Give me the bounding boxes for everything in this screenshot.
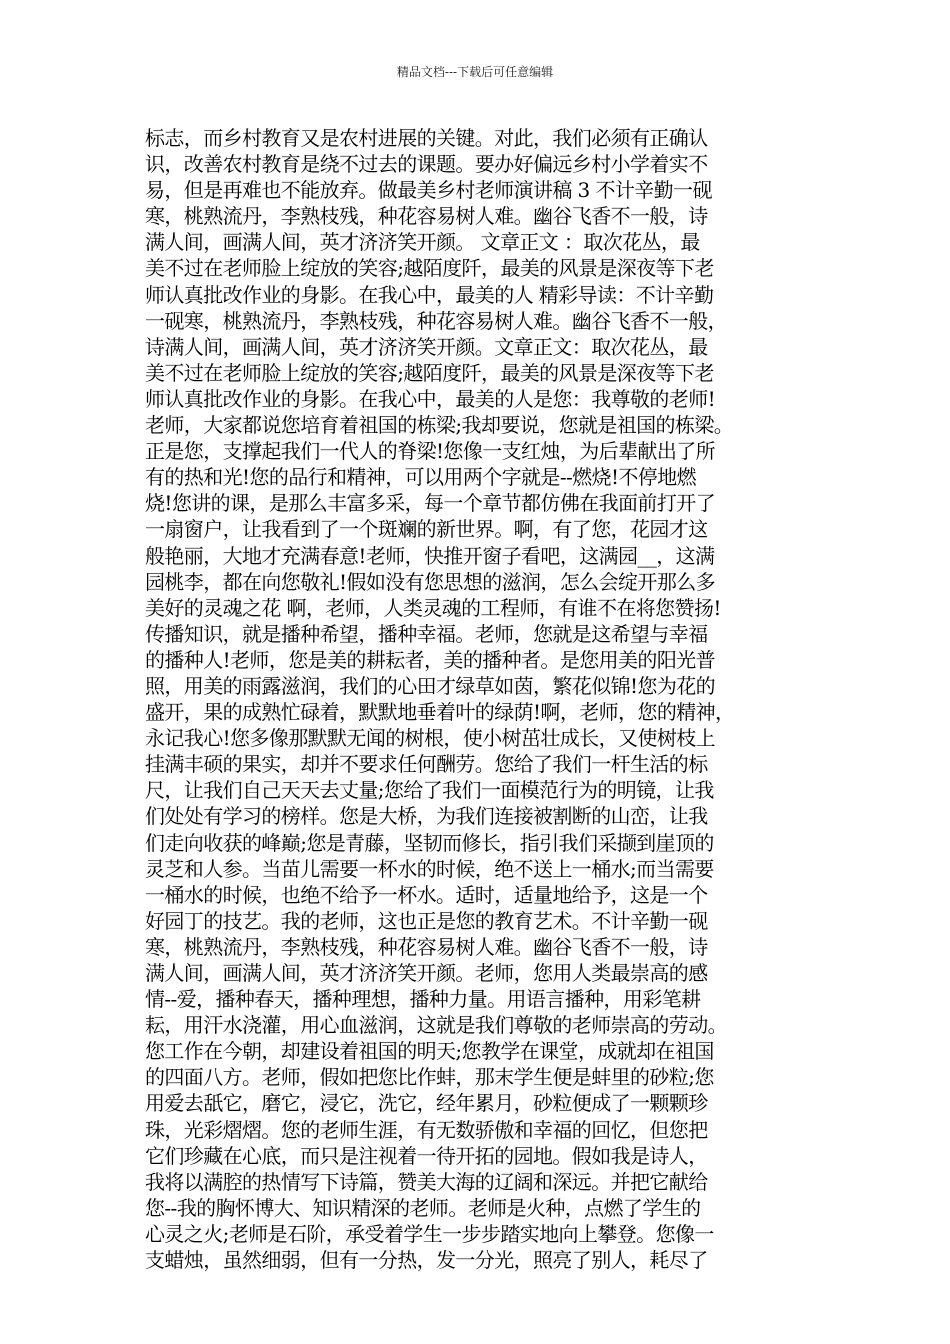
body-line: 们处处有学习的榜样。您是大桥，为我们连接被割断的山峦，让我 — [145, 804, 708, 829]
body-line: 永记我心!您多像那默默无闻的树根，使小树茁壮成长，又使树枝上 — [145, 726, 716, 751]
body-line: 传播知识，就是播种希望，播种幸福。老师，您就是这希望与幸福 — [145, 621, 708, 646]
body-line: 的播种人!老师，您是美的耕耘者，美的播种者。是您用美的阳光普 — [145, 647, 716, 672]
body-line: 心灵之火;老师是石阶，承受着学生一步步踏实地向上攀登。您像一 — [145, 1221, 714, 1246]
body-line: 好园丁的技艺。我的老师，这也正是您的教育艺术。不计辛勤一砚 — [145, 908, 708, 933]
body-line: 满人间，画满人间，英才济济笑开颜。 文章正文 ：取次花丛，最 — [145, 230, 700, 255]
body-line: 满人间，画满人间，英才济济笑开颜。老师，您用人类最崇高的感 — [145, 961, 708, 985]
body-line: 识，改善农村教育是绕不过去的课题。要办好偏远乡村小学着实不 — [145, 152, 708, 177]
body-line: 老师，大家都说您培育着祖国的栋梁;我却要说，您就是祖国的栋梁。 — [145, 413, 734, 438]
body-line: 美好的灵魂之花 啊，老师，人类灵魂的工程师，有谁不在将您赞扬! — [145, 595, 721, 620]
body-line: 支蜡烛，虽然细弱，但有一分热，发一分光，照亮了别人，耗尽了 — [145, 1248, 708, 1273]
body-line: 烧!您讲的课，是那么丰富多采，每一个章节都仿佛在我面前打开了 — [145, 491, 716, 516]
body-line: 有的热和光!您的品行和精神，可以用两个字就是--燃烧!不停地燃 — [145, 465, 696, 490]
body-line: 正是您，支撑起我们一代人的脊梁!您像一支红烛，为后辈献出了所 — [145, 439, 716, 464]
body-line: 照，用美的雨露滋润，我们的心田才绿草如茵，繁花似锦!您为花的 — [145, 673, 716, 698]
body-line: 般艳丽，大地才充满春意!老师，快推开窗子看吧，这满园__，这满 — [145, 543, 715, 568]
body-line: 耘，用汗水浇灌，用心血滋润，这就是我们尊敬的老师崇高的劳动。 — [145, 1013, 727, 1038]
body-line: 园桃李，都在向您敬礼!假如没有您思想的滋润，怎么会绽开那么多 — [145, 569, 716, 594]
body-line: 美不过在老师脸上绽放的笑容;越陌度阡，最美的风景是深夜等下老 — [145, 360, 714, 385]
body-line: 挂满丰硕的果实，却并不要求任何酬劳。您给了我们一杆生活的标 — [145, 752, 708, 777]
body-line: 我将以满腔的热情写下诗篇，赞美大海的辽阔和深远。并把它献给 — [145, 1169, 708, 1194]
body-line: 师认真批改作业的身影。在我心中，最美的人 精彩导读：不计辛勤 — [145, 282, 714, 307]
body-line: 灵芝和人参。当苗儿需要一杯水的时候，绝不送上一桶水;而当需要 — [145, 856, 714, 881]
body-line: 盛开，果的成熟忙碌着，默默地垂着叶的绿荫!啊，老师，您的精神， — [145, 700, 735, 725]
body-line: 情--爱，播种春天，播种理想，播种力量。用语言播种，用彩笔耕 — [145, 987, 701, 1012]
body-line: 美不过在老师脸上绽放的笑容;越陌度阡，最美的风景是深夜等下老 — [145, 256, 714, 281]
body-line: 一砚寒，桃熟流丹，李熟枝残，种花容易树人难。幽谷飞香不一般， — [145, 308, 727, 333]
body-line: 尺，让我们自己天天去丈量;您给了我们一面模范行为的明镜，让我 — [145, 778, 714, 803]
body-line: 珠，光彩熠熠。您的老师生涯，有无数骄傲和幸福的回忆，但您把 — [145, 1117, 708, 1142]
page-header: 精品文档---下载后可任意编辑 — [396, 65, 554, 79]
body-line: 一扇窗户，让我看到了一个斑斓的新世界。啊，有了您，花园才这 — [145, 517, 708, 542]
body-line: 标志，而乡村教育又是农村进展的关键。对此，我们必须有正确认 — [145, 126, 708, 150]
body-line: 师认真批改作业的身影。在我心中，最美的人是您：我尊敬的老师! — [145, 386, 716, 411]
body-line: 的四面八方。老师，假如把您比作蚌，那末学生便是蚌里的砂粒;您 — [145, 1065, 714, 1090]
body-line: 用爱去舐它，磨它，浸它，洗它，经年累月，砂粒便成了一颗颗珍 — [145, 1091, 708, 1116]
body-line: 您--我的胸怀博大、知识精深的老师。老师是火种，点燃了学生的 — [145, 1195, 701, 1220]
body-line: 您工作在今朝，却建设着祖国的明天;您教学在课堂，成就却在祖国 — [145, 1039, 714, 1064]
body-line: 诗满人间，画满人间，英才济济笑开颜。文章正文：取次花丛，最 — [145, 334, 708, 359]
body-line: 寒，桃熟流丹，李熟枝残，种花容易树人难。幽谷飞香不一般，诗 — [145, 204, 708, 229]
body-line: 寒，桃熟流丹，李熟枝残，种花容易树人难。幽谷飞香不一般，诗 — [145, 934, 708, 959]
document-body — [145, 125, 817, 1273]
body-line: 它们珍藏在心底，而只是注视着一待开拓的园地。假如我是诗人， — [145, 1143, 708, 1168]
body-line: 一桶水的时候，也绝不给予一杯水。适时，适量地给予，这是一个 — [145, 882, 708, 907]
body-line: 们走向收获的峰巅;您是青藤，坚韧而修长，指引我们采撷到崖顶的 — [145, 830, 714, 855]
body-line: 易，但是再难也不能放弃。做最美乡村老师演讲稿 3 不计辛勤一砚 — [145, 178, 712, 203]
